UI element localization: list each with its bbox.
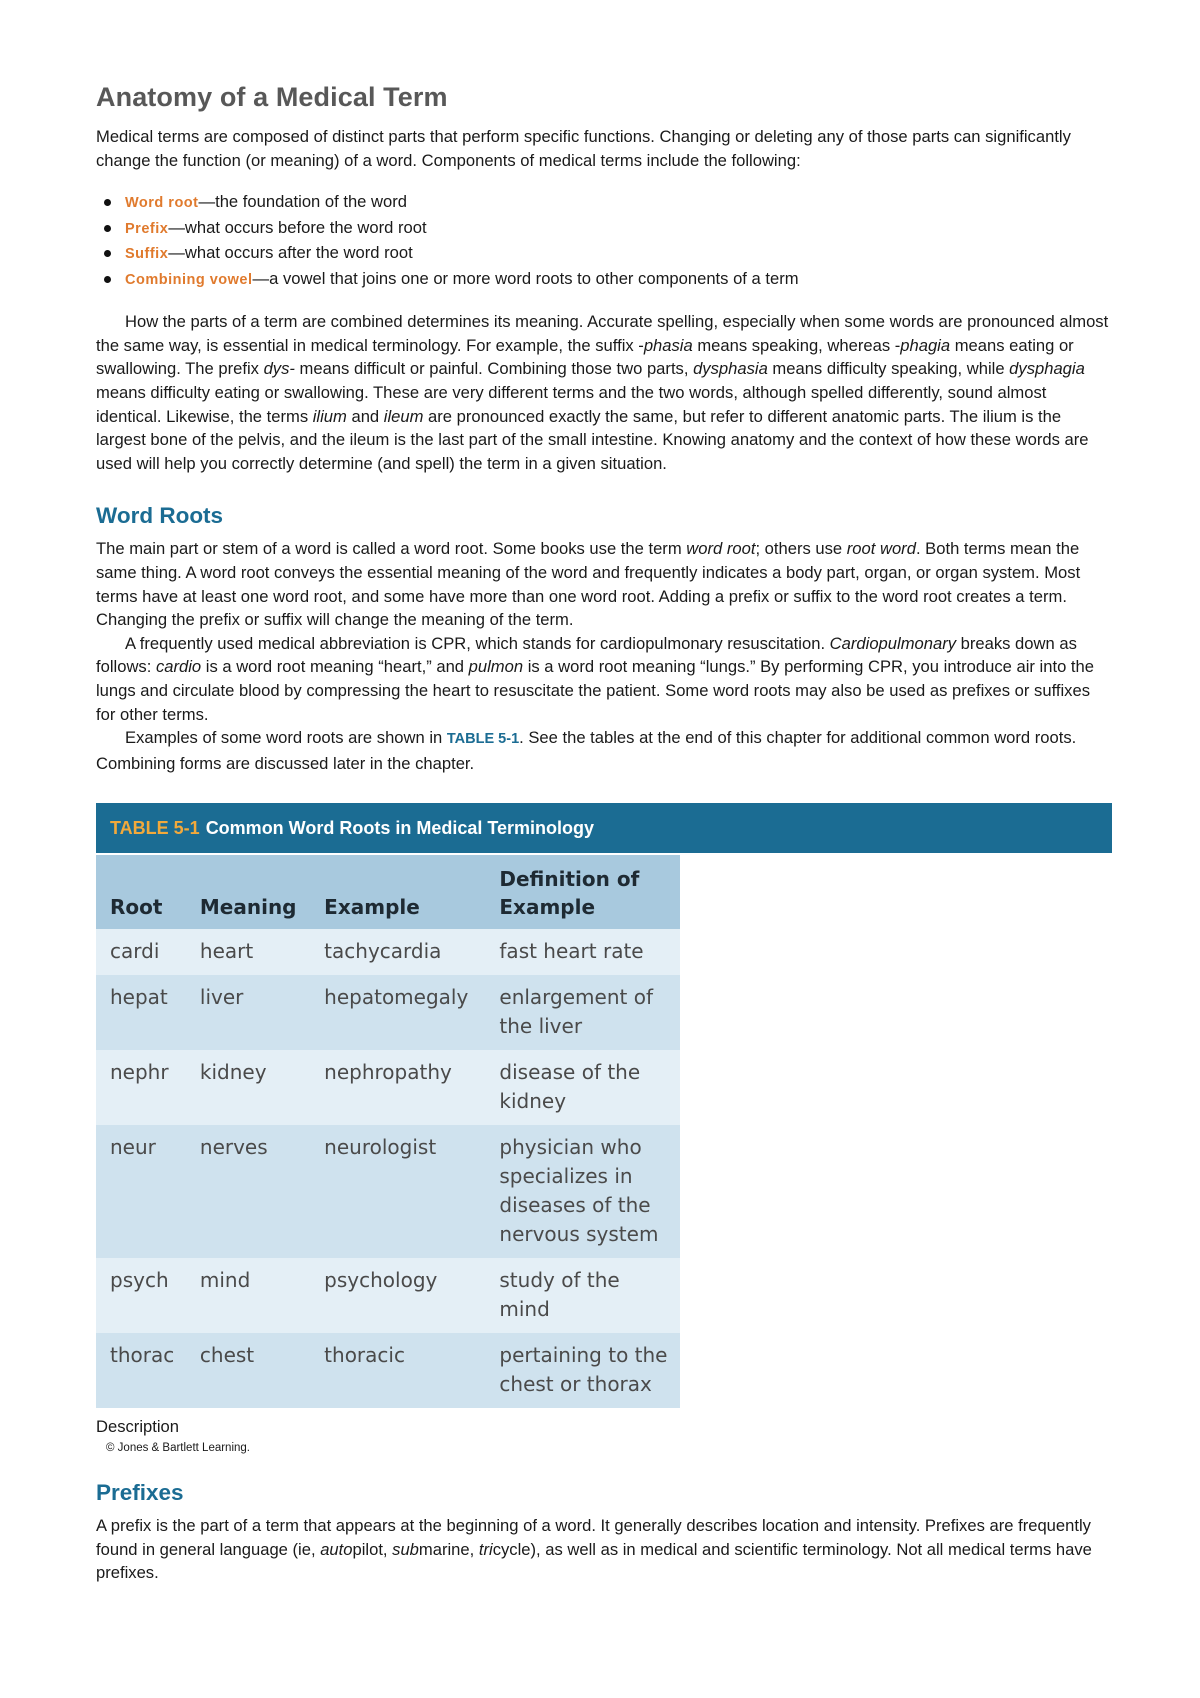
page-title: Anatomy of a Medical Term xyxy=(96,82,448,112)
table-row xyxy=(96,1333,680,1408)
cell-definition: enlargement of the liver xyxy=(485,975,680,1050)
table-number: TABLE 5-1 xyxy=(110,817,200,838)
document-page xyxy=(96,82,1112,1585)
cell-example: nephropathy xyxy=(310,1050,485,1125)
word-roots-paragraph-2: A frequently used medical abbreviation is CPR, which stands for cardiopulmonary resuscitation. Cardiopulmonary breaks down as follows: cardio is a word root meaning “heart,” and pulmon is a word root meaning “lungs.” By performing CPR, you introduce air into the lungs and circulate blood by compressing the heart to resuscitate the patient. Some word roots may also be used as prefixes or suffixes for other terms. xyxy=(96,633,1094,724)
table-row xyxy=(96,1125,680,1258)
table-row xyxy=(96,929,680,975)
cell-root: thorac xyxy=(96,1333,186,1408)
table-row xyxy=(96,1050,680,1125)
list-item xyxy=(96,190,1112,216)
column-header-example: Example xyxy=(310,855,485,929)
table-row xyxy=(96,1258,680,1333)
cell-root: hepat xyxy=(96,975,186,1050)
cell-meaning: nerves xyxy=(186,1125,310,1258)
word-roots-paragraph-3: Examples of some word roots are shown in TABLE 5-1. See the tables at the end of this chapter for additional common word roots. Combining forms are discussed later in the chapter. xyxy=(96,728,1077,773)
cell-example: hepatomegaly xyxy=(310,975,485,1050)
keyword: Prefix xyxy=(125,220,169,237)
keyword: Suffix xyxy=(125,246,169,263)
word-roots-paragraph-1: The main part or stem of a word is called a word root. Some books use the term word root; others use root word. Both terms mean the same thing. A word root conveys the essential meaning of the word and frequently indicates a body part, organ, or organ system. Most terms have at least one word root, and some have more than one word root. Adding a prefix or suffix to the word root creates a term. Changing the prefix or suffix will change the meaning of the term. xyxy=(96,539,1081,630)
cell-definition: fast heart rate xyxy=(485,929,680,975)
list-item-text: —a vowel that joins one or more word roots to other components of a term xyxy=(252,268,799,288)
table-title: Common Word Roots in Medical Terminology xyxy=(205,817,595,838)
cell-root: psych xyxy=(96,1258,186,1333)
table-description-label: Description xyxy=(96,1417,180,1437)
list-item xyxy=(96,216,1112,242)
prefixes-paragraph: A prefix is the part of a term that appears at the beginning of a word. It generally describes location and intensity. Prefixes are frequently found in general language (ie, autopilot, submarine, tricycle), as well as in medical and scientific terminology. Not all medical terms have prefixes. xyxy=(96,1516,1092,1583)
list-item xyxy=(96,267,1112,293)
term-combination-paragraph: How the parts of a term are combined determines its meaning. Accurate spelling, especially when some words are pronounced almost the same way, is essential in medical terminology. For example, the suffix -phasia means speaking, whereas -phagia means eating or swallowing. The prefix dys- means difficult or painful. Combining those two parts, dysphasia means difficulty speaking, while dysphagia means difficulty eating or swallowing. These are very different terms and the two words, although spelled differently, sound almost identical. Likewise, the terms ilium and ileum are pronounced exactly the same, but refer to different anatomic parts. The ilium is the largest bone of the pelvis, and the ileum is the last part of the small intestine. Knowing anatomy and the context of how these words are used will help you correctly determine (and spell) the term in a given situation. xyxy=(96,312,1109,473)
cell-definition: disease of the kidney xyxy=(485,1050,680,1125)
cell-definition: physician who specializes in diseases of the nervous system xyxy=(485,1125,680,1258)
cell-example: psychology xyxy=(310,1258,485,1333)
word-roots-table xyxy=(96,855,680,1408)
cell-example: thoracic xyxy=(310,1333,485,1408)
intro-paragraph: Medical terms are composed of distinct parts that perform specific functions. Changing or deleting any of those parts can significantly change the function (or meaning) of a word. Components of medical terms include the following: xyxy=(96,127,1071,170)
word-roots-heading: Word Roots xyxy=(96,503,224,529)
column-header-meaning: Meaning xyxy=(186,855,310,929)
cell-meaning: chest xyxy=(186,1333,310,1408)
table-title-bar xyxy=(96,803,1112,853)
list-item-text: —the foundation of the word xyxy=(198,192,407,212)
column-header-definition: Definition of Example xyxy=(485,855,680,929)
cell-root: cardi xyxy=(96,929,186,975)
cell-root: neur xyxy=(96,1125,186,1258)
cell-meaning: kidney xyxy=(186,1050,310,1125)
cell-example: neurologist xyxy=(310,1125,485,1258)
components-list xyxy=(96,190,1112,292)
column-header-root: Root xyxy=(96,855,186,929)
prefixes-heading: Prefixes xyxy=(96,1480,184,1506)
keyword: Combining vowel xyxy=(125,271,253,288)
table-row xyxy=(96,975,680,1050)
table-header-row xyxy=(96,855,680,929)
cell-meaning: liver xyxy=(186,975,310,1050)
list-item xyxy=(96,241,1112,267)
keyword: Word root xyxy=(125,195,199,212)
cell-meaning: mind xyxy=(186,1258,310,1333)
list-item-text: —what occurs before the word root xyxy=(168,217,427,237)
list-item-text: —what occurs after the word root xyxy=(168,243,413,263)
cell-definition: pertaining to the chest or thorax xyxy=(485,1333,680,1408)
cell-definition: study of the mind xyxy=(485,1258,680,1333)
cell-meaning: heart xyxy=(186,929,310,975)
cell-example: tachycardia xyxy=(310,929,485,975)
table-reference-link[interactable]: TABLE 5-1 xyxy=(446,731,520,748)
cell-root: nephr xyxy=(96,1050,186,1125)
copyright-credit: © Jones & Bartlett Learning. xyxy=(106,1442,250,1455)
